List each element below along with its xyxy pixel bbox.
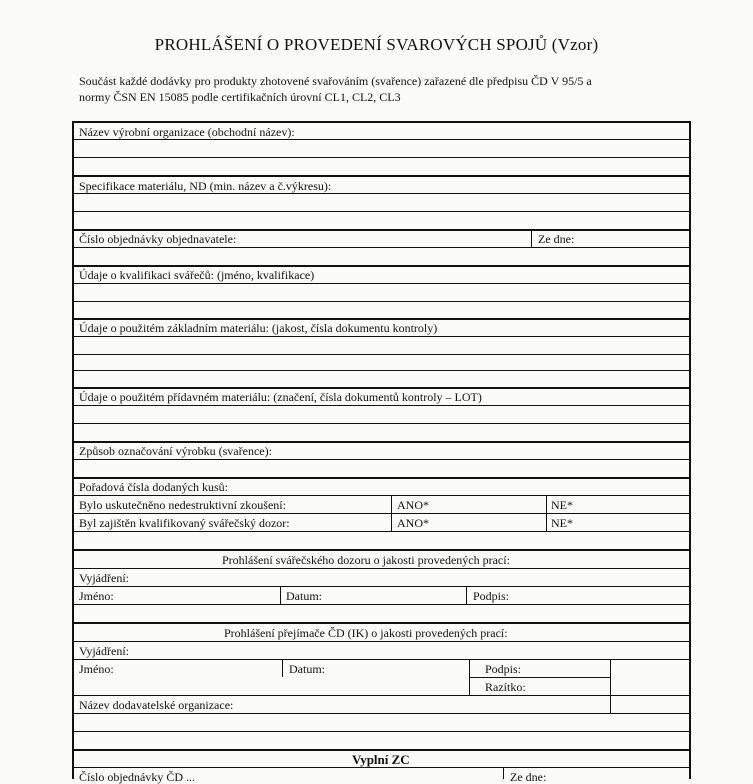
row-rule xyxy=(72,513,691,514)
cell-divider xyxy=(469,659,470,695)
row-rule xyxy=(72,604,691,605)
receiver-signature-label: Podpis: xyxy=(485,662,522,676)
form-left-border xyxy=(72,121,74,779)
supervision-no-option[interactable]: NE* xyxy=(551,516,573,530)
row-rule xyxy=(72,229,691,231)
row-rule xyxy=(72,423,691,424)
row-rule xyxy=(72,301,691,302)
supervisor-date-label: Datum: xyxy=(286,589,322,603)
supervisor-statement-label: Vyjádření: xyxy=(79,571,129,585)
supervision-label: Byl zajištěn kvalifikovaný svářečský dozor: xyxy=(79,516,290,530)
supervisor-heading: Prohlášení svářečského dozoru o jakosti provedených prací: xyxy=(222,553,510,567)
intro-text xyxy=(79,73,699,105)
cell-divider xyxy=(503,767,504,779)
row-rule xyxy=(72,622,691,624)
row-rule xyxy=(72,211,691,212)
cell-divider xyxy=(280,586,281,604)
cell-divider xyxy=(282,659,283,677)
row-rule xyxy=(72,354,691,355)
intro-line-2: normy ČSN EN 15085 podle certifikačních úrovní CL1, CL2, CL3 xyxy=(79,90,401,104)
ndt-yes-option[interactable]: ANO* xyxy=(397,498,429,512)
row-rule xyxy=(72,175,691,177)
row-rule xyxy=(72,749,691,751)
row-rule xyxy=(72,531,691,532)
row-rule xyxy=(72,318,691,320)
zc-heading: Vyplní ZC xyxy=(352,752,410,767)
row-rule xyxy=(72,713,691,714)
cell-divider xyxy=(531,229,532,247)
receiver-statement-label: Vyjádření: xyxy=(79,644,129,658)
row-rule xyxy=(72,265,691,267)
order-date-label: Ze dne: xyxy=(538,232,575,246)
intro-line-1: Součást každé dodávky pro produkty zhotovené svařováním (svařence) zařazené dle předpisu ČD V 95/5 a xyxy=(79,74,592,88)
row-rule xyxy=(72,549,691,551)
row-rule xyxy=(72,441,691,443)
row-rule xyxy=(72,477,691,479)
ndt-label: Bylo uskutečněno nedestruktivní zkoušení: xyxy=(79,498,286,512)
ndt-no-option[interactable]: NE* xyxy=(551,498,573,512)
row-rule xyxy=(72,405,691,406)
row-rule xyxy=(72,641,691,642)
supervisor-name-label: Jméno: xyxy=(79,589,114,603)
receiver-date-label: Datum: xyxy=(289,662,325,676)
row-rule xyxy=(72,387,691,389)
supplier-name-label: Název dodavatelské organizace: xyxy=(79,698,234,712)
row-rule xyxy=(72,139,691,140)
supervisor-signature-label: Podpis: xyxy=(473,589,510,603)
row-rule xyxy=(72,495,691,496)
base-material-label: Údaje o použitém základním materiálu: (jakost, čísla dokumentu kontroly) xyxy=(79,321,438,335)
row-rule xyxy=(72,695,691,696)
cell-divider xyxy=(610,659,611,713)
cell-divider xyxy=(546,495,547,531)
receiver-name-label: Jméno: xyxy=(79,662,114,676)
welder-qualification-label: Údaje o kvalifikaci svářečů: (jméno, kvalifikace) xyxy=(79,268,315,282)
org-name-label: Název výrobní organizace (obchodní název): xyxy=(79,125,295,139)
material-spec-label: Specifikace materiálu, ND (min. název a č.výkresu): xyxy=(79,179,332,193)
product-marking-label: Způsob označování výrobku (svařence): xyxy=(79,444,272,458)
cell-divider xyxy=(391,495,392,531)
row-rule xyxy=(469,677,610,678)
row-rule xyxy=(72,336,691,337)
document-title: PROHLÁŠENÍ O PROVEDENÍ SVAROVÝCH SPOJŮ (Vzor) xyxy=(154,35,599,54)
form-right-border xyxy=(689,121,691,779)
row-rule xyxy=(72,247,691,248)
cell-divider xyxy=(466,586,467,604)
zc-date-label: Ze dne: xyxy=(510,770,547,784)
zc-order-number-label: Číslo objednávky ČD ... xyxy=(79,770,195,784)
row-rule xyxy=(72,459,691,460)
row-rule xyxy=(72,586,691,587)
row-rule xyxy=(72,731,691,732)
supervision-yes-option[interactable]: ANO* xyxy=(397,516,429,530)
row-rule xyxy=(72,568,691,569)
receiver-heading: Prohlášení přejímače ČD (IK) o jakosti provedených prací: xyxy=(224,626,508,640)
serial-numbers-label: Pořadová čísla dodaných kusů: xyxy=(79,480,228,494)
row-rule xyxy=(72,193,691,194)
filler-material-label: Údaje o použitém přídavném materiálu: (značení, čísla dokumentů kontroly – LOT) xyxy=(79,390,482,404)
row-rule xyxy=(72,157,691,158)
row-rule xyxy=(72,370,691,371)
row-rule xyxy=(72,659,691,660)
receiver-stamp-label: Razítko: xyxy=(485,680,526,694)
row-rule xyxy=(72,121,691,123)
order-number-label: Číslo objednávky objednavatele: xyxy=(79,232,237,246)
row-rule xyxy=(72,283,691,284)
